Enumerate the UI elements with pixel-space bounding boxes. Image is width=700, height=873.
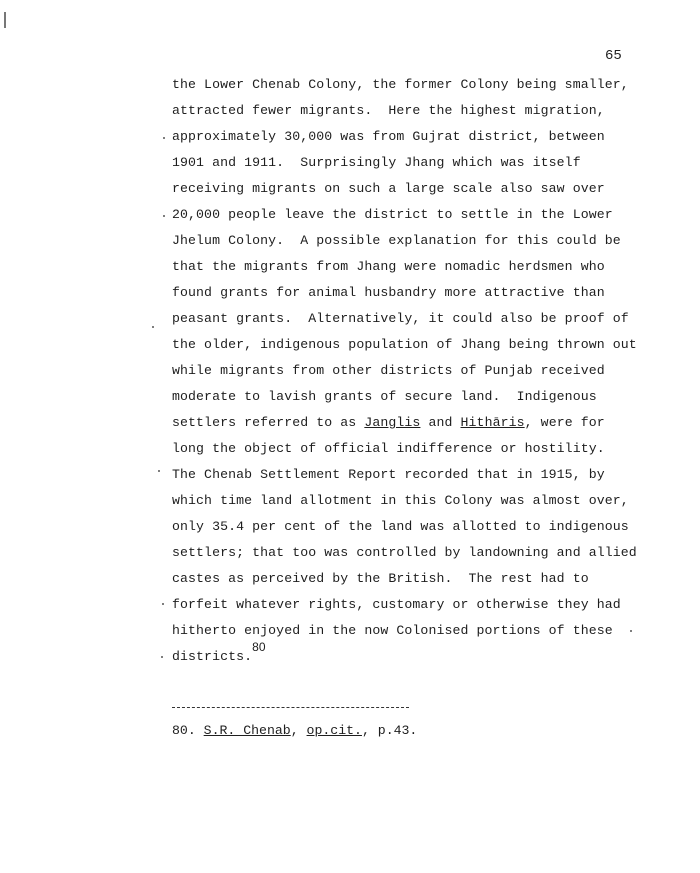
footnote-opcit: op.cit. bbox=[306, 723, 362, 738]
text-line: the older, indigenous population of Jhang being thrown out bbox=[172, 337, 637, 352]
text-line: 1901 and 1911. Surprisingly Jhang which was itself bbox=[172, 155, 581, 170]
scan-edge-mark bbox=[4, 12, 6, 28]
scan-speck bbox=[161, 656, 163, 658]
text-line: which time land allotment in this Colony was almost over, bbox=[172, 493, 629, 508]
text-line: moderate to lavish grants of secure land. Indigenous bbox=[172, 389, 597, 404]
footnote: 80. S.R. Chenab, op.cit., p.43. bbox=[172, 723, 418, 738]
footnote-reference: 80 bbox=[252, 640, 266, 654]
text-line: while migrants from other districts of Punjab received bbox=[172, 363, 605, 378]
text-line: settlers referred to as Janglis and Hithāris, were for bbox=[172, 415, 605, 430]
scan-speck bbox=[163, 215, 165, 217]
text-line: peasant grants. Alternatively, it could also be proof of bbox=[172, 311, 629, 326]
body-paragraph bbox=[172, 72, 692, 670]
scan-speck bbox=[163, 137, 165, 139]
text-line: long the object of official indifference or hostility. bbox=[172, 441, 605, 456]
text-line: Jhelum Colony. A possible explanation for this could be bbox=[172, 233, 621, 248]
text-line: settlers; that too was controlled by landowning and allied bbox=[172, 545, 637, 560]
term-janglis: Janglis bbox=[364, 415, 421, 430]
text-line: receiving migrants on such a large scale also saw over bbox=[172, 181, 605, 196]
term-hitharis: Hithāris bbox=[460, 415, 525, 430]
text-line: forfeit whatever rights, customary or otherwise they had bbox=[172, 597, 621, 612]
text-line: that the migrants from Jhang were nomadic herdsmen who bbox=[172, 259, 605, 274]
text-line: The Chenab Settlement Report recorded that in 1915, by bbox=[172, 467, 605, 482]
text-line: 20,000 people leave the district to settle in the Lower bbox=[172, 207, 613, 222]
text-line: only 35.4 per cent of the land was allotted to indigenous bbox=[172, 519, 629, 534]
text-line: found grants for animal husbandry more attractive than bbox=[172, 285, 605, 300]
text-line: districts.$^{80}$ bbox=[172, 640, 266, 664]
footnote-source: S.R. Chenab bbox=[203, 723, 291, 738]
scan-speck bbox=[152, 326, 154, 328]
page-number: 65 bbox=[605, 48, 622, 64]
footnote-divider bbox=[172, 707, 409, 708]
text-line: attracted fewer migrants. Here the highest migration, bbox=[172, 103, 605, 118]
text-line: castes as perceived by the British. The rest had to bbox=[172, 571, 589, 586]
text-line: hitherto enjoyed in the now Colonised portions of these bbox=[172, 623, 613, 638]
scan-speck bbox=[630, 630, 632, 632]
scan-speck bbox=[158, 470, 160, 472]
text-line: the Lower Chenab Colony, the former Colony being smaller, bbox=[172, 77, 629, 92]
scan-speck bbox=[162, 603, 164, 605]
text-line: approximately 30,000 was from Gujrat district, between bbox=[172, 129, 605, 144]
